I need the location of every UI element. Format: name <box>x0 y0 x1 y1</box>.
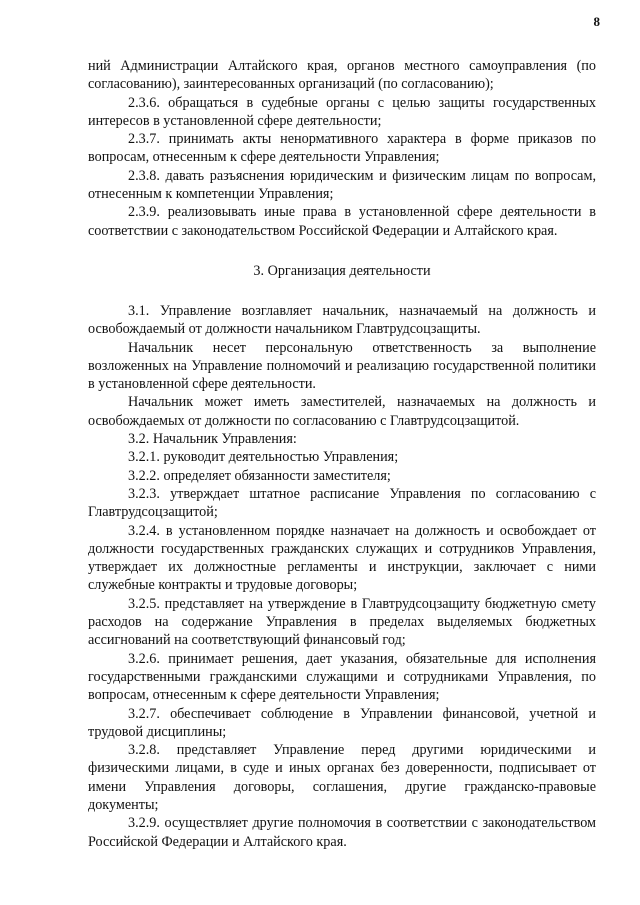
paragraph-2-3-8: 2.3.8. давать разъяснения юридическим и физическим лицам по вопросам, отнесенным к компетенции Управления; <box>88 167 596 203</box>
paragraph-3-1: 3.1. Управление возглавляет начальник, назначаемый на должность и освобождаемый от должности начальником Главтрудсоцзащиты. <box>88 302 596 338</box>
paragraph-3-2-9: 3.2.9. осуществляет другие полномочия в соответствии с законодательством Российской Федерации и Алтайского края. <box>88 815 596 850</box>
paragraph-3-2-3: 3.2.3. утверждает штатное расписание Управления по согласованию с Главтрудсоцзащитой; <box>88 485 596 521</box>
paragraph-2-3-6: 2.3.6. обращаться в судебные органы с целью защиты государственных интересов в установленной сфере деятельности; <box>88 94 596 129</box>
section-heading: 3. Организация деятельности <box>253 262 431 279</box>
paragraph-3-2-7: 3.2.7. обеспечивает соблюдение в Управлении финансовой, учетной и трудовой дисциплины; <box>88 705 596 740</box>
paragraph-continuation: ний Администрации Алтайского края, органов местного самоуправления (по согласованию), заинтересованных организаций (по согласованию); <box>88 58 596 93</box>
paragraph-head-deputies: Начальник может иметь заместителей, назначаемых на должность и освобождаемых от должности по согласованию с Главтрудсоцзащитой. <box>88 394 596 429</box>
paragraph-3-2-1: 3.2.1. руководит деятельностью Управления; <box>128 449 399 466</box>
paragraph-2-3-9: 2.3.9. реализовывать иные права в установленной сфере деятельности в соответствии с законодательством Российской Федерации и Алтайского края. <box>88 204 596 239</box>
paragraph-2-3-7: 2.3.7. принимать акты ненормативного характера в форме приказов по вопросам, отнесенным к сфере деятельности Управления; <box>88 131 596 166</box>
paragraph-3-2-4: 3.2.4. в установленном порядке назначает на должность и освобождает от должности государственных гражданских служащих и сотрудников Управления, утверждает их должностные регламенты и инструкции, заключает с ними служебные контракты и трудовые договоры; <box>88 522 596 594</box>
page-number: 8 <box>593 14 600 29</box>
paragraph-3-2-2: 3.2.2. определяет обязанности заместителя; <box>128 467 391 484</box>
paragraph-3-2: 3.2. Начальник Управления: <box>128 431 297 448</box>
paragraph-3-2-5: 3.2.5. представляет на утверждение в Главтрудсоцзащиту бюджетную смету расходов на содержание Управления в пределах выделяемых бюджетных ассигнований на соответствующий финансовый год; <box>88 595 596 649</box>
paragraph-head-responsibility: Начальник несет персональную ответственность за выполнение возложенных на Управление полномочий и реализацию государственной политики в установленной сфере деятельности. <box>88 339 596 393</box>
paragraph-3-2-8: 3.2.8. представляет Управление перед другими юридическими и физическими лицами, в суде и иных органах без доверенности, подписывает от имени Управления договоры, соглашения, другие гражданско-правовые документы; <box>88 742 596 813</box>
paragraph-3-2-6: 3.2.6. принимает решения, дает указания, обязательные для исполнения государственными гражданскими служащими и сотрудниками Управления, по вопросам, отнесенным к сфере деятельности Управления; <box>88 650 596 704</box>
document-body <box>88 57 596 851</box>
